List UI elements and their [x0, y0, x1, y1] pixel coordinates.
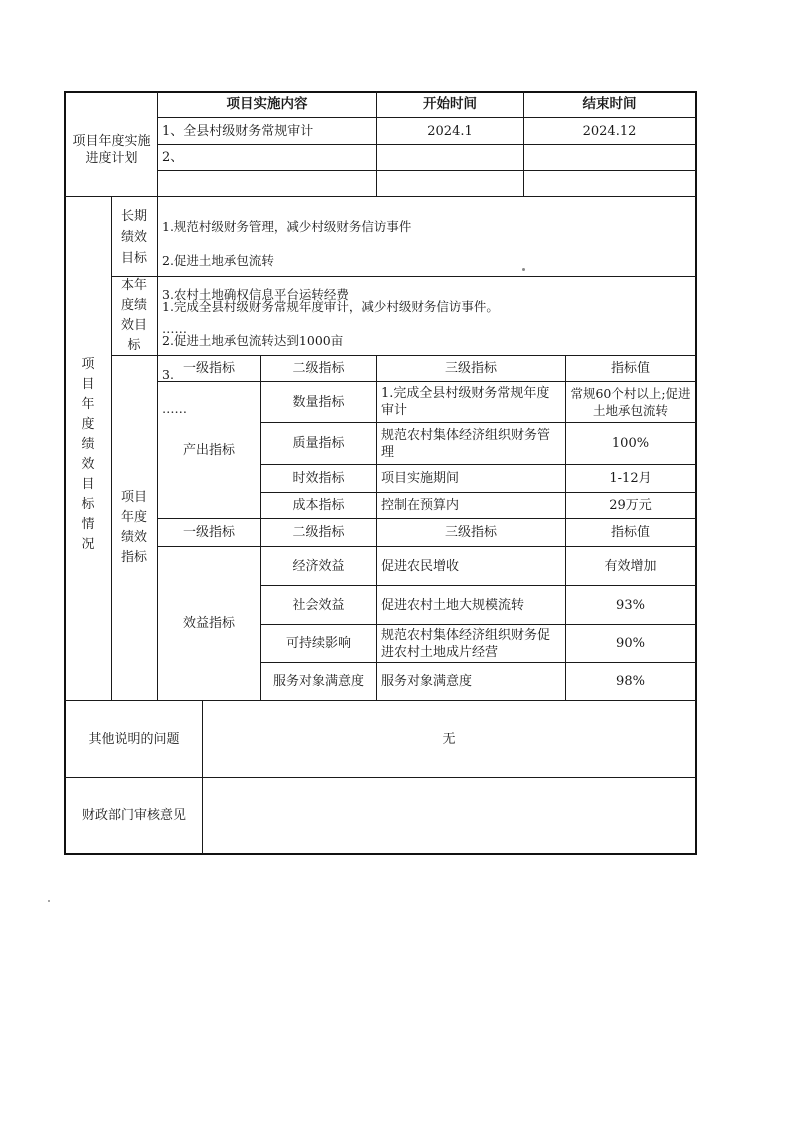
schedule-row-1-content: 1、全县村级财务常规审计: [162, 123, 314, 139]
benefit-row-2-level2: 社会效益: [292, 597, 345, 613]
schedule-row-1-start: 2024.1: [427, 123, 473, 139]
output-row-1-value: 常规60个村以上;促进土地承包流转: [570, 386, 691, 418]
header-value: 指标值: [610, 361, 650, 376]
schedule-row-1-end: 2024.12: [582, 123, 637, 139]
targets-section-label: 项目年度绩效目标情况: [81, 357, 95, 552]
benefit-row-3-level3: 规范农村集体经济组织财务促进农村土地成片经营: [381, 627, 551, 660]
other-value: 无: [442, 731, 456, 747]
schedule-row-label: 项目年度实施进度计划: [72, 134, 151, 166]
benefit-row-4-level3: 服务对象满意度: [381, 674, 473, 689]
header-level1: 一级指标: [182, 361, 235, 376]
benefit-row-4-value: 98%: [616, 674, 645, 689]
annual-line-2: 2.促进土地承包流转达到1000亩: [162, 333, 344, 348]
benefit-row-1-value: 有效增加: [604, 558, 657, 574]
header-level2: 二级指标: [292, 361, 345, 376]
long-term-line-1: 1.规范村级财务管理，减少村级财务信访事件: [162, 219, 412, 234]
schedule-row-3-content: [158, 171, 376, 196]
long-term-line-2: 2.促进土地承包流转: [162, 253, 274, 268]
header-start: 开始时间: [423, 96, 477, 112]
header-end: 结束时间: [582, 96, 637, 112]
benefit-row-1-level2: 经济效益: [292, 558, 345, 574]
output-level1: 产出指标: [182, 442, 235, 458]
benefit-row-4-level2: 服务对象满意度: [272, 674, 364, 689]
output-row-3-level3: 项目实施期间: [381, 471, 460, 486]
annual-line-1: 1.完成全县村级财务常规年度审计，减少村级财务信访事件。: [162, 299, 499, 314]
review-value: [203, 778, 695, 853]
output-row-4-level2: 成本指标: [292, 498, 345, 513]
other-label: 其他说明的问题: [88, 731, 180, 747]
long-term-label: 长期绩效目标: [120, 208, 147, 266]
scan-speck: [48, 900, 50, 902]
benefit-row-2-value: 93%: [616, 597, 645, 613]
schedule-row-2-content: 2、: [162, 150, 184, 165]
header-level1-repeat: 一级指标: [182, 525, 235, 540]
benefit-row-1-level3: 促进农民增收: [381, 558, 460, 574]
annual-line-3: 3.: [162, 367, 174, 382]
schedule-row-3-start: [377, 171, 523, 196]
output-row-3-level2: 时效指标: [292, 471, 345, 486]
annual-label: 本年度绩效目标: [120, 278, 147, 353]
rule: [64, 196, 696, 197]
border-bottom: [64, 853, 696, 855]
rule: [111, 196, 112, 701]
schedule-row-3-end: [524, 171, 695, 196]
indicator-label: 项目年度绩效指标: [120, 490, 147, 565]
output-row-1-level2: 数量指标: [292, 394, 345, 410]
schedule-row-2-start: [377, 145, 523, 170]
review-label: 财政部门审核意见: [81, 808, 186, 823]
output-row-4-value: 29万元: [609, 498, 652, 513]
benefit-level1: 效益指标: [182, 616, 235, 631]
output-row-4-level3: 控制在预算内: [381, 498, 460, 513]
header-level3-repeat: 三级指标: [444, 525, 497, 540]
annual-line-4: ……: [162, 401, 187, 416]
output-row-1-level3: 1.完成全县村级财务常规年度审计: [381, 386, 550, 418]
header-level3: 三级指标: [444, 361, 497, 376]
long-term-line-4: ……: [162, 321, 187, 336]
header-level2-repeat: 二级指标: [292, 525, 345, 540]
benefit-row-2-level3: 促进农村土地大规模流转: [381, 597, 525, 613]
benefit-row-3-level2: 可持续影响: [285, 636, 351, 651]
header-value-repeat: 指标值: [610, 525, 650, 540]
output-row-3-value: 1-12月: [609, 471, 652, 486]
output-row-2-level3: 规范农村集体经济组织财务管理: [381, 427, 551, 460]
scan-speck: [522, 268, 525, 271]
long-term-line-3: 3.农村土地确权信息平台运转经费: [162, 287, 349, 302]
border-right: [695, 91, 697, 855]
benefit-row-3-value: 90%: [616, 636, 645, 651]
schedule-row-2-end: [524, 145, 695, 170]
header-content: 项目实施内容: [226, 96, 308, 112]
output-row-2-value: 100%: [611, 436, 650, 451]
output-row-2-level2: 质量指标: [292, 436, 345, 451]
